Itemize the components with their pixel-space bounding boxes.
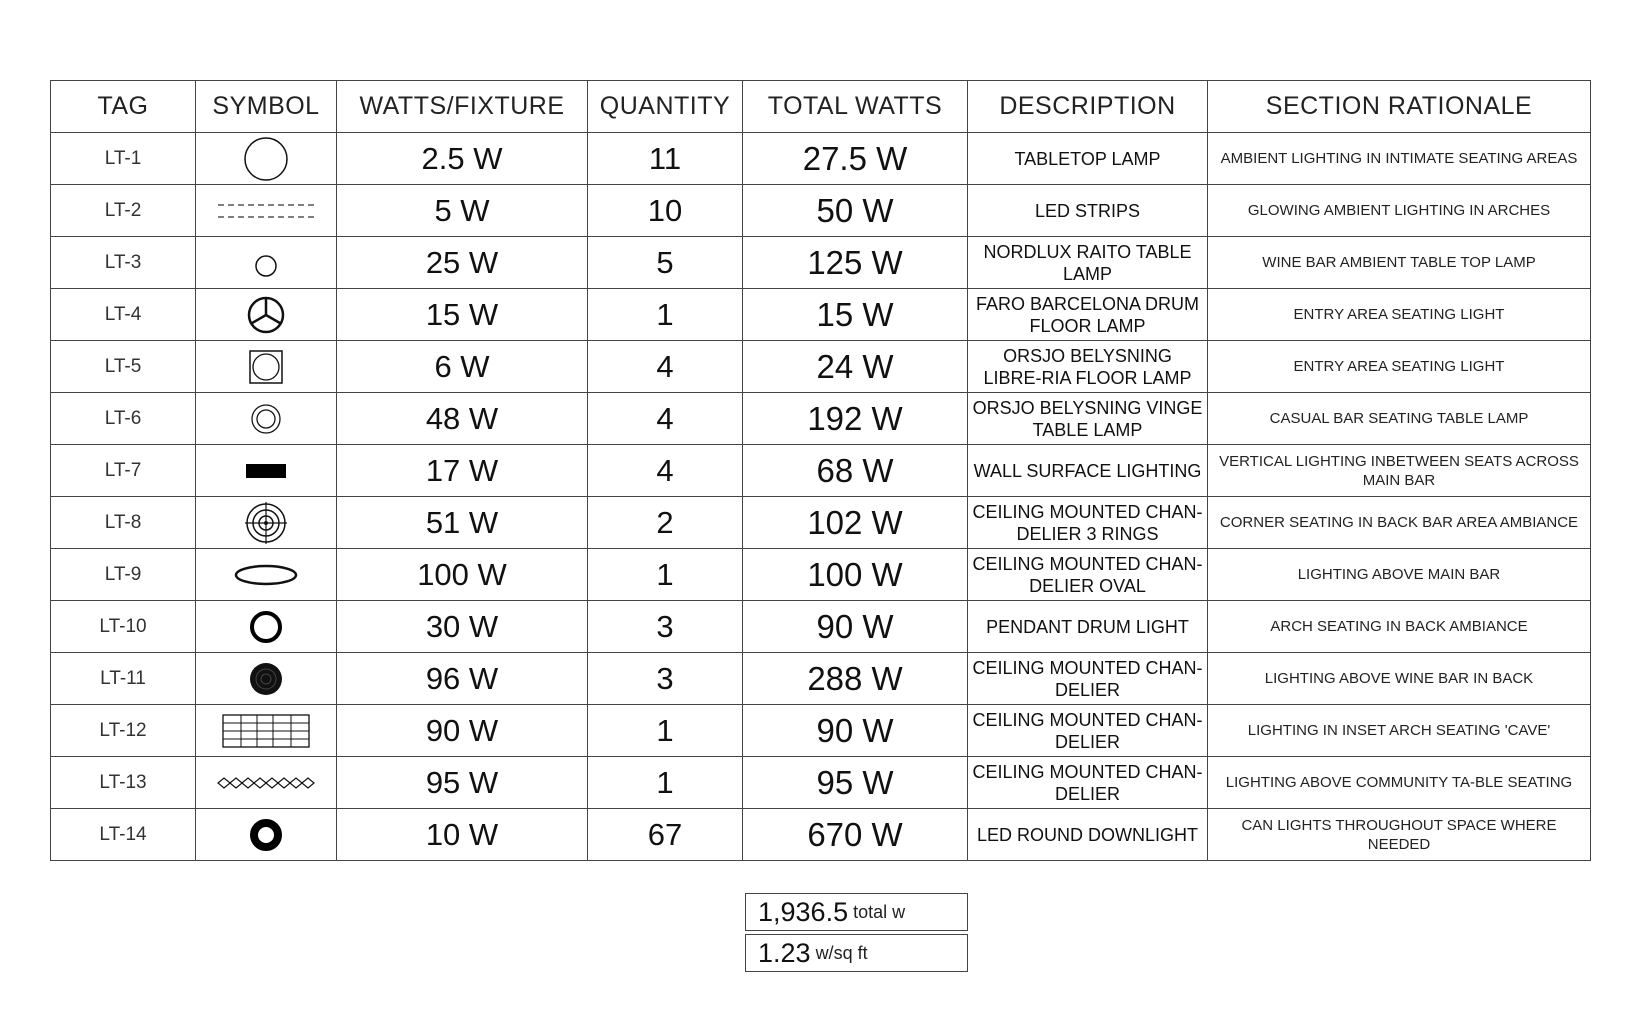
- quantity-cell: 1: [588, 705, 743, 757]
- tag-cell: LT-11: [51, 653, 196, 705]
- table-row: [51, 497, 1591, 549]
- watts-per-fixture-cell: 6 W: [337, 341, 588, 393]
- tag-cell: LT-7: [51, 445, 196, 497]
- section-rationale-cell: LIGHTING ABOVE WINE BAR IN BACK: [1208, 653, 1591, 705]
- total-watts-cell: 90 W: [743, 601, 968, 653]
- header-tag: TAG: [51, 81, 196, 133]
- watts-per-fixture-cell: 10 W: [337, 809, 588, 861]
- total-watts-cell: 670 W: [743, 809, 968, 861]
- watts-per-fixture-cell: 48 W: [337, 393, 588, 445]
- symbol-cell: [196, 549, 337, 601]
- symbol-cell: [196, 185, 337, 237]
- symbol-cell: [196, 341, 337, 393]
- header-watts-fixture: WATTS/FIXTURE: [337, 81, 588, 133]
- description-cell: CEILING MOUNTED CHAN-DELIER: [968, 757, 1208, 809]
- quantity-cell: 1: [588, 549, 743, 601]
- description-cell: CEILING MOUNTED CHAN-DELIER 3 RINGS: [968, 497, 1208, 549]
- symbol-cell: [196, 705, 337, 757]
- circle-outline-icon: [206, 134, 326, 184]
- table-row: [51, 445, 1591, 497]
- section-rationale-cell: VERTICAL LIGHTING INBETWEEN SEATS ACROSS MAIN BAR: [1208, 445, 1591, 497]
- tag-cell: LT-3: [51, 237, 196, 289]
- total-watts-cell: 288 W: [743, 653, 968, 705]
- watts-per-fixture-cell: 5 W: [337, 185, 588, 237]
- section-rationale-cell: LIGHTING ABOVE COMMUNITY TA-BLE SEATING: [1208, 757, 1591, 809]
- watts-per-fixture-cell: 90 W: [337, 705, 588, 757]
- total-watts-cell: 50 W: [743, 185, 968, 237]
- tag-cell: LT-13: [51, 757, 196, 809]
- table-row: [51, 185, 1591, 237]
- table-row: [51, 653, 1591, 705]
- quantity-cell: 11: [588, 133, 743, 185]
- filled-circle-icon: [206, 654, 326, 704]
- watts-per-sqft-box: [745, 934, 968, 972]
- section-rationale-cell: AMBIENT LIGHTING IN INTIMATE SEATING AREAS: [1208, 133, 1591, 185]
- total-watts-unit: total w: [853, 901, 906, 922]
- ring-dot-icon: [206, 810, 326, 860]
- section-rationale-cell: ENTRY AREA SEATING LIGHT: [1208, 289, 1591, 341]
- tag-cell: LT-5: [51, 341, 196, 393]
- description-cell: CEILING MOUNTED CHAN-DELIER: [968, 653, 1208, 705]
- dashed-lines-icon: [206, 186, 326, 236]
- symbol-cell: [196, 653, 337, 705]
- watts-per-fixture-cell: 100 W: [337, 549, 588, 601]
- quantity-cell: 3: [588, 653, 743, 705]
- total-watts-cell: 27.5 W: [743, 133, 968, 185]
- symbol-cell: [196, 601, 337, 653]
- description-cell: PENDANT DRUM LIGHT: [968, 601, 1208, 653]
- lighting-schedule-table: [50, 80, 1591, 861]
- watts-per-fixture-cell: 96 W: [337, 653, 588, 705]
- section-rationale-cell: CORNER SEATING IN BACK BAR AREA AMBIANCE: [1208, 497, 1591, 549]
- chain-string-icon: [206, 758, 326, 808]
- section-rationale-cell: CASUAL BAR SEATING TABLE LAMP: [1208, 393, 1591, 445]
- total-watts-cell: 90 W: [743, 705, 968, 757]
- description-cell: CEILING MOUNTED CHAN-DELIER OVAL: [968, 549, 1208, 601]
- section-rationale-cell: GLOWING AMBIENT LIGHTING IN ARCHES: [1208, 185, 1591, 237]
- tag-cell: LT-14: [51, 809, 196, 861]
- table-row: [51, 393, 1591, 445]
- total-watts-cell: 125 W: [743, 237, 968, 289]
- table-row: [51, 133, 1591, 185]
- symbol-cell: [196, 497, 337, 549]
- header-total-watts: TOTAL WATTS: [743, 81, 968, 133]
- total-watts-cell: 100 W: [743, 549, 968, 601]
- section-rationale-cell: ENTRY AREA SEATING LIGHT: [1208, 341, 1591, 393]
- oval-outline-icon: [206, 550, 326, 600]
- table-row: [51, 809, 1591, 861]
- table-row: [51, 237, 1591, 289]
- quantity-cell: 67: [588, 809, 743, 861]
- square-circle-icon: [206, 342, 326, 392]
- target-rings-icon: [206, 498, 326, 548]
- quantity-cell: 5: [588, 237, 743, 289]
- watts-per-sqft-value: 1.23: [758, 937, 811, 968]
- symbol-cell: [196, 289, 337, 341]
- grid-chandelier-icon: [206, 706, 326, 756]
- filled-rectangle-icon: [206, 446, 326, 496]
- description-cell: FARO BARCELONA DRUM FLOOR LAMP: [968, 289, 1208, 341]
- watts-per-fixture-cell: 2.5 W: [337, 133, 588, 185]
- quantity-cell: 3: [588, 601, 743, 653]
- description-cell: LED ROUND DOWNLIGHT: [968, 809, 1208, 861]
- total-watts-cell: 102 W: [743, 497, 968, 549]
- total-watts-cell: 68 W: [743, 445, 968, 497]
- bold-circle-icon: [206, 602, 326, 652]
- quantity-cell: 4: [588, 445, 743, 497]
- total-watts-value: 1,936.5: [758, 896, 849, 927]
- header-quantity: QUANTITY: [588, 81, 743, 133]
- watts-per-fixture-cell: 51 W: [337, 497, 588, 549]
- symbol-cell: [196, 133, 337, 185]
- watts-per-fixture-cell: 95 W: [337, 757, 588, 809]
- total-watts-cell: 24 W: [743, 341, 968, 393]
- description-cell: ORSJO BELYSNING LIBRE-RIA FLOOR LAMP: [968, 341, 1208, 393]
- table-row: [51, 341, 1591, 393]
- symbol-cell: [196, 757, 337, 809]
- header-row: [51, 81, 1591, 133]
- description-cell: NORDLUX RAITO TABLE LAMP: [968, 237, 1208, 289]
- double-circle-icon: [206, 394, 326, 444]
- watts-per-fixture-cell: 15 W: [337, 289, 588, 341]
- header-symbol: SYMBOL: [196, 81, 337, 133]
- description-cell: CEILING MOUNTED CHAN-DELIER: [968, 705, 1208, 757]
- section-rationale-cell: ARCH SEATING IN BACK AMBIANCE: [1208, 601, 1591, 653]
- symbol-cell: [196, 393, 337, 445]
- quantity-cell: 1: [588, 289, 743, 341]
- section-rationale-cell: WINE BAR AMBIENT TABLE TOP LAMP: [1208, 237, 1591, 289]
- table-row: [51, 549, 1591, 601]
- total-watts-box: [745, 893, 968, 931]
- quantity-cell: 4: [588, 393, 743, 445]
- total-watts-cell: 15 W: [743, 289, 968, 341]
- tag-cell: LT-4: [51, 289, 196, 341]
- description-cell: WALL SURFACE LIGHTING: [968, 445, 1208, 497]
- watts-per-fixture-cell: 25 W: [337, 237, 588, 289]
- tag-cell: LT-6: [51, 393, 196, 445]
- description-cell: LED STRIPS: [968, 185, 1208, 237]
- section-rationale-cell: CAN LIGHTS THROUGHOUT SPACE WHERE NEEDED: [1208, 809, 1591, 861]
- table-row: [51, 289, 1591, 341]
- section-rationale-cell: LIGHTING ABOVE MAIN BAR: [1208, 549, 1591, 601]
- watts-per-fixture-cell: 30 W: [337, 601, 588, 653]
- tag-cell: LT-8: [51, 497, 196, 549]
- tag-cell: LT-12: [51, 705, 196, 757]
- small-circle-icon: [206, 238, 326, 288]
- symbol-cell: [196, 237, 337, 289]
- description-cell: ORSJO BELYSNING VINGE TABLE LAMP: [968, 393, 1208, 445]
- symbol-cell: [196, 445, 337, 497]
- header-description: DESCRIPTION: [968, 81, 1208, 133]
- section-rationale-cell: LIGHTING IN INSET ARCH SEATING 'CAVE': [1208, 705, 1591, 757]
- tag-cell: LT-10: [51, 601, 196, 653]
- circle-y-spokes-icon: [206, 290, 326, 340]
- description-cell: TABLETOP LAMP: [968, 133, 1208, 185]
- quantity-cell: 2: [588, 497, 743, 549]
- quantity-cell: 4: [588, 341, 743, 393]
- header-section-rationale: SECTION RATIONALE: [1208, 81, 1591, 133]
- total-watts-cell: 192 W: [743, 393, 968, 445]
- table-row: [51, 601, 1591, 653]
- watts-per-sqft-unit: w/sq ft: [815, 942, 868, 963]
- table-row: [51, 705, 1591, 757]
- tag-cell: LT-9: [51, 549, 196, 601]
- total-watts-cell: 95 W: [743, 757, 968, 809]
- tag-cell: LT-2: [51, 185, 196, 237]
- watts-per-fixture-cell: 17 W: [337, 445, 588, 497]
- table-row: [51, 757, 1591, 809]
- quantity-cell: 1: [588, 757, 743, 809]
- symbol-cell: [196, 809, 337, 861]
- quantity-cell: 10: [588, 185, 743, 237]
- tag-cell: LT-1: [51, 133, 196, 185]
